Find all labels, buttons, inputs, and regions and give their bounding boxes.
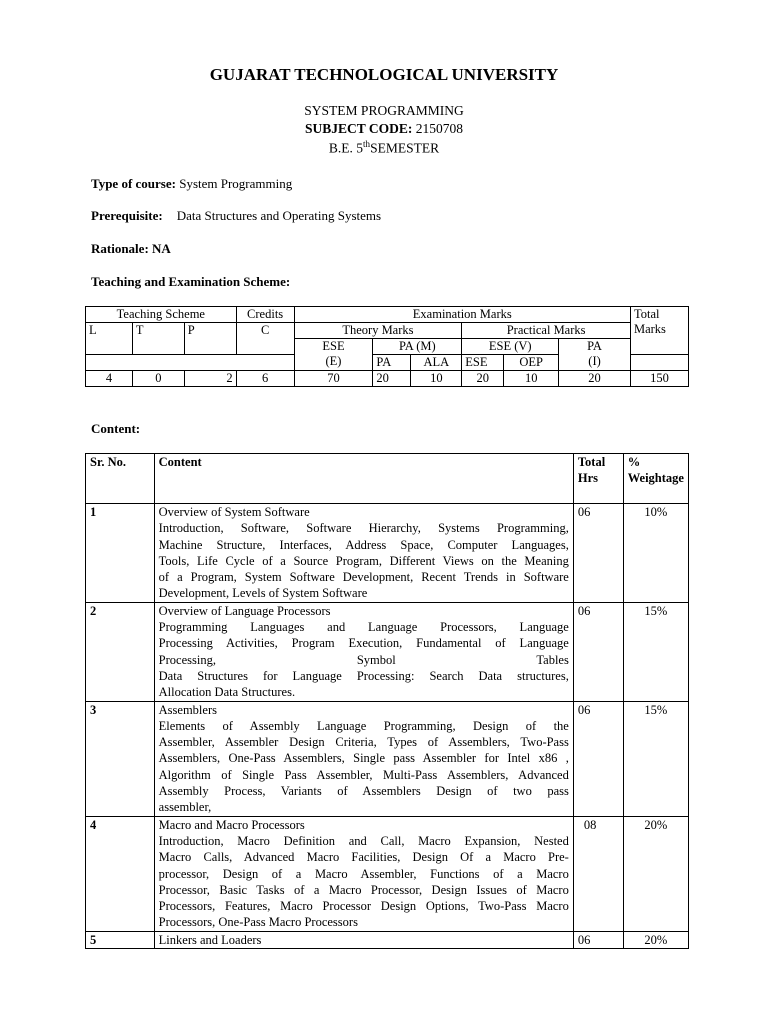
- value-total: 150: [630, 371, 688, 387]
- unit-description-line: Introduction, Software, Software Hierarchy, Systems Programming,: [158, 521, 569, 536]
- pa-m-header: PA (M): [373, 339, 462, 355]
- unit-description-line: Programming Languages and Language Processors, Language: [158, 620, 569, 635]
- value-ala: 10: [411, 371, 462, 387]
- content-cell: [154, 816, 573, 931]
- content-cell: [154, 504, 573, 603]
- sr-no: 1: [86, 504, 155, 603]
- sr-no: 4: [86, 816, 155, 931]
- unit-description-line: Allocation Data Structures.: [158, 685, 296, 700]
- weightage-line1: %: [627, 455, 641, 469]
- prereq-value: Data Structures and Operating Systems: [176, 208, 382, 223]
- theory-marks-header: Theory Marks: [294, 323, 462, 339]
- unit-title: Macro and Macro Processors: [158, 817, 305, 832]
- type-of-course: [91, 176, 292, 192]
- unit-description-line: Processors, One-Pass Macro Processors: [158, 915, 358, 930]
- scheme-header-row-1: [86, 307, 689, 323]
- content-title: [91, 421, 140, 437]
- scheme-blank: [86, 355, 295, 371]
- unit-title: Linkers and Loaders: [158, 932, 262, 947]
- type-label: Type of course:: [91, 176, 176, 191]
- content-row: [86, 602, 689, 701]
- unit-description-line: Tools, Life Cycle of a Source Program, Different Views on the Meaning: [158, 553, 569, 568]
- total-label: Total: [633, 307, 660, 321]
- weightage: 10%: [623, 504, 688, 603]
- value-l: 4: [86, 371, 133, 387]
- content-cell: [154, 931, 573, 948]
- scheme-header-row-2: [86, 323, 689, 339]
- total-hrs-header: [573, 454, 623, 504]
- unit-description-line: Elements of Assembly Language Programming, Design of the: [158, 718, 569, 733]
- unit-description-line: Processor, Basic Tasks of a Macro Processor, Design Issues of Macro: [158, 882, 569, 897]
- unit-title: Overview of Language Processors: [158, 603, 331, 618]
- ese-e-header: [294, 339, 373, 371]
- rationale: [91, 241, 171, 257]
- unit-description-line: Assemblers, One-Pass Assemblers, Single pass Assembler for Intel x86 ,: [158, 751, 569, 766]
- total-hrs: 06: [573, 602, 623, 701]
- weightage: 20%: [623, 816, 688, 931]
- sr-no-header: Sr. No.: [86, 454, 155, 504]
- total-hrs: 08: [573, 816, 623, 931]
- c-header: C: [236, 323, 294, 355]
- ese-v-header: ESE (V): [462, 339, 559, 355]
- unit-description-line: Assembly Process, Variants of Assemblers Design of two pass: [158, 784, 569, 799]
- sr-no: 3: [86, 701, 155, 816]
- value-ese-v: 20: [462, 371, 504, 387]
- pa-sub-header: PA: [373, 355, 411, 371]
- exam-marks-header: Examination Marks: [294, 307, 630, 323]
- unit-description-line: Introduction, Macro Definition and Call, Macro Expansion, Nested: [158, 833, 569, 848]
- subject-code: [0, 121, 768, 137]
- prereq-label: Prerequisite:: [91, 208, 163, 223]
- university-title: GUJARAT TECHNOLOGICAL UNIVERSITY: [209, 65, 559, 84]
- weightage: 15%: [623, 701, 688, 816]
- pa-i-label: (I): [588, 354, 601, 368]
- sr-no: 2: [86, 602, 155, 701]
- t-header: T: [132, 323, 184, 355]
- value-t: 0: [132, 371, 184, 387]
- unit-description-line: Machine Structure, Interfaces, Address Space, Computer Languages,: [158, 537, 569, 552]
- semester-pre: B.E. 5: [328, 140, 364, 156]
- unit-description-line: Development, Levels of System Software: [158, 586, 368, 601]
- subject-code-label: SUBJECT CODE:: [304, 121, 413, 136]
- ese-label: ESE: [322, 339, 345, 353]
- subject-code-value: 2150708: [412, 121, 464, 136]
- total-hrs-line1: Total: [577, 455, 606, 469]
- sr-no: 5: [86, 931, 155, 948]
- pa-i-header: [559, 339, 631, 371]
- unit-description-line: Processing Activities, Program Execution, Fundamental of Language: [158, 636, 569, 651]
- content-row: [86, 504, 689, 603]
- oep-header: OEP: [504, 355, 559, 371]
- unit-description-line: Macro Calls, Advanced Macro Facilities, Design Of a Macro Pre-: [158, 850, 569, 865]
- semester-post: SEMESTER: [370, 140, 440, 156]
- unit-description-line: Algorithm of Single Pass Assembler, Multi-Pass Assemblers, Advanced: [158, 767, 569, 782]
- ala-header: ALA: [411, 355, 462, 371]
- unit-description-line: of a Program, System Software Development, Recent Trends in Software: [158, 570, 569, 585]
- marks-label: Marks: [633, 322, 666, 336]
- teaching-exam-scheme-table: [85, 306, 689, 387]
- content-cell: [154, 701, 573, 816]
- value-oep: 10: [504, 371, 559, 387]
- content-header-row: [86, 454, 689, 504]
- unit-description-line: assembler,: [158, 800, 212, 815]
- subject-name: SYSTEM PROGRAMMING: [304, 103, 464, 118]
- unit-description-line: Assembler, Assembler Design Criteria, Types of Assemblers, Two-Pass: [158, 735, 569, 750]
- content-row: [86, 931, 689, 948]
- credits-header: Credits: [236, 307, 294, 323]
- type-value: System Programming: [175, 176, 293, 191]
- content-body: [86, 504, 689, 949]
- value-ese: 70: [294, 371, 373, 387]
- p-header: P: [184, 323, 236, 355]
- prerequisite: [91, 208, 381, 224]
- total-blank: [630, 355, 688, 371]
- l-header: L: [86, 323, 133, 355]
- pa-label: PA: [587, 339, 602, 353]
- total-marks-header: [630, 307, 688, 355]
- unit-description-line: processor, Design of a Macro Assembler, Functions of a Macro: [158, 866, 569, 881]
- semester-sup: th: [363, 139, 371, 149]
- ese-e-label: (E): [325, 354, 342, 368]
- weightage-header: [623, 454, 688, 504]
- total-hrs: 06: [573, 931, 623, 948]
- ese-sub-header: ESE: [462, 355, 504, 371]
- content-table: [85, 453, 689, 949]
- value-p: 2: [184, 371, 236, 387]
- semester: [0, 139, 768, 157]
- teaching-scheme-header: Teaching Scheme: [86, 307, 237, 323]
- content-header: Content: [154, 454, 573, 504]
- content-row: [86, 816, 689, 931]
- practical-marks-header: Practical Marks: [462, 323, 631, 339]
- weightage-line2: Weightage: [627, 471, 684, 486]
- value-c: 6: [236, 371, 294, 387]
- scheme-title-text: Teaching and Examination Scheme:: [91, 274, 291, 289]
- unit-description-line: Processing, Symbol Tables: [158, 652, 569, 667]
- value-pa-i: 20: [559, 371, 631, 387]
- weightage: 20%: [623, 931, 688, 948]
- unit-description-line: Data Structures for Language Processing: Search Data structures,: [158, 668, 569, 683]
- value-pa: 20: [373, 371, 411, 387]
- rationale-text: Rationale: NA: [91, 241, 171, 256]
- content-title-text: Content:: [91, 421, 141, 436]
- total-hrs: 06: [573, 504, 623, 603]
- scheme-title: [91, 274, 290, 290]
- weightage: 15%: [623, 602, 688, 701]
- unit-description-line: Processors, Features, Macro Processor Design Options, Two-Pass Macro: [158, 899, 569, 914]
- content-row: [86, 701, 689, 816]
- content-cell: [154, 602, 573, 701]
- unit-title: Overview of System Software: [158, 505, 310, 519]
- scheme-values-row: [86, 371, 689, 387]
- total-hrs-line2: Hrs: [577, 471, 598, 486]
- unit-title: Assemblers: [158, 702, 217, 717]
- total-hrs: 06: [573, 701, 623, 816]
